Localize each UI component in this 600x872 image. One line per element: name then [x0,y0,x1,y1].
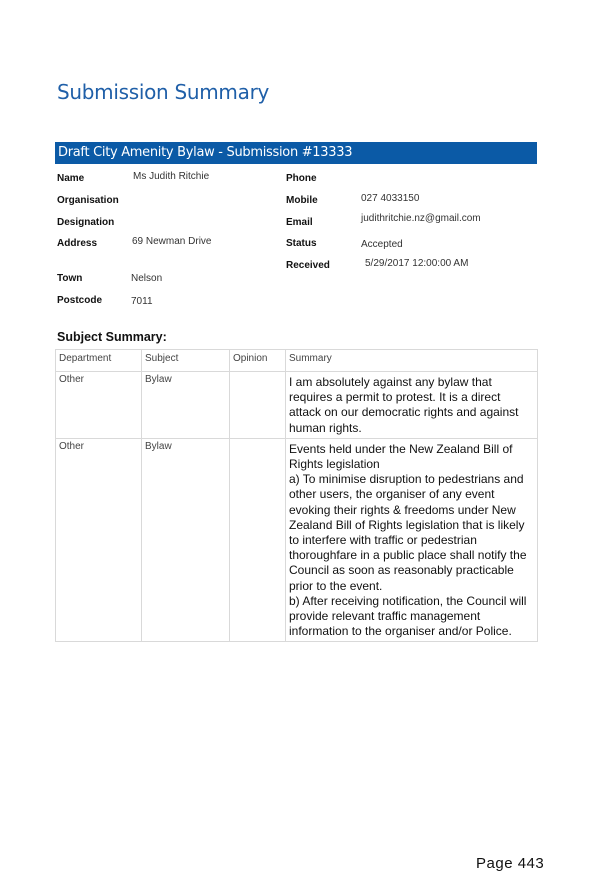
email-label: Email [286,217,313,228]
email-value: judithritchie.nz@gmail.com [361,213,481,224]
column-header-department: Department [56,350,142,372]
status-value: Accepted [361,239,403,250]
town-value: Nelson [131,273,163,284]
opinion-cell [230,438,286,642]
department-cell: Other [56,372,142,439]
column-header-opinion: Opinion [230,350,286,372]
submission-banner: Draft City Amenity Bylaw - Submission #13333 [55,142,537,164]
mobile-value: 027 4033150 [361,193,420,204]
summary-paragraph: a) To minimise disruption to pedestrians and other users, the organiser of any event evoking their rights & freedoms under New Zealand Bill of Rights legislation that is likely to interfere with traffic or pedestrian thoroughfare in a public place shall notify the Council as soon as reasonably practicable prior to the event. [289,472,527,593]
received-label: Received [286,260,330,271]
mobile-label: Mobile [286,195,318,206]
column-header-summary: Summary [286,350,538,372]
postcode-value: 7011 [131,296,153,307]
town-label: Town [57,273,83,284]
received-value: 5/29/2017 12:00:00 AM [365,258,469,269]
table-row [56,438,538,642]
name-value: Ms Judith Ritchie [133,171,210,182]
name-label: Name [57,173,85,184]
page-number: Page 443 [476,855,545,872]
table-row [56,372,538,439]
address-label: Address [57,238,98,249]
summary-paragraph: Events held under the New Zealand Bill of Rights legislation [289,441,513,472]
department-cell: Other [56,438,142,642]
subject-cell: Bylaw [142,438,230,642]
page-title: Submission Summary [57,80,270,104]
phone-label: Phone [286,173,317,184]
organisation-label: Organisation [57,195,119,206]
address-value: 69 Newman Drive [132,236,212,247]
designation-label: Designation [57,217,115,228]
status-label: Status [286,238,317,249]
subject-cell: Bylaw [142,372,230,439]
opinion-cell [230,372,286,439]
subject-summary-heading: Subject Summary: [57,330,167,344]
column-header-subject: Subject [142,350,230,372]
summary-cell [286,438,538,642]
table-header-row [56,350,538,372]
postcode-label: Postcode [57,295,103,306]
subject-summary-table [55,349,538,642]
summary-paragraph: b) After receiving notification, the Council will provide relevant traffic management information to the organiser and/or Police. [289,593,527,639]
summary-cell: I am absolutely against any bylaw that requires a permit to protest. It is a direct attack on our democratic rights and against human rights. [286,372,538,439]
